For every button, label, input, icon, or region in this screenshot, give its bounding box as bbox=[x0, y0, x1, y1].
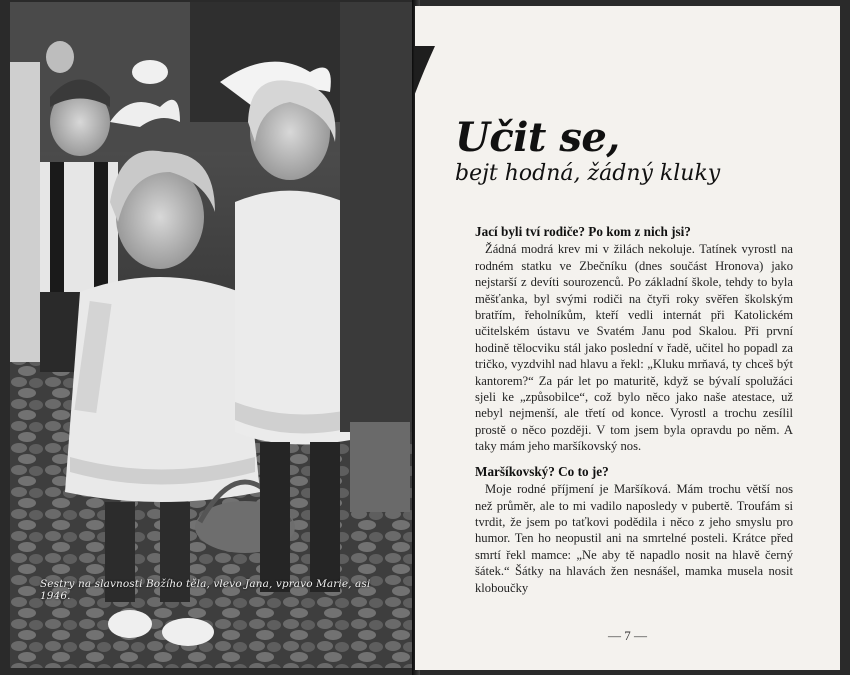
black-and-white-photo bbox=[10, 2, 418, 668]
chapter-title-sub: bejt hodná, žádný kluky bbox=[455, 161, 721, 186]
photo-caption: Sestry na slavnosti Božího těla, vlevo Jana, vpravo Marie, asi 1946. bbox=[40, 578, 371, 602]
chapter-title-main: Učit se, bbox=[455, 114, 620, 161]
body-text bbox=[475, 224, 793, 596]
question-heading: Maršíkovský? Co to je? bbox=[475, 463, 609, 479]
right-page-text bbox=[415, 6, 840, 670]
chapter-title bbox=[455, 116, 815, 188]
left-page-photo bbox=[10, 2, 418, 668]
paragraph: Žádná modrá krev mi v žilách nekoluje. Tatínek vyrostl na rodném statku ve Zbečníku (dnes součást Hronova) jako nejstarší z devíti sourozenců. Po základní škole, tehdy to byla měšťanka, byl svými rodiči na čtyři roky svěřen školským bratřím, řeholníkům, kteří vedli internát při Katolickém učitelském ústavu ve Svatém Janu pod Skalou. Při první hodině tělocviku stál jako poslední v řadě, učitel ho popadl za tričko, vyzdvihl nad hlavu a řekl: „Kluku mrňavá, ty chceš být kantorem?“ Za pár let po maturitě, když se bývalí spolužáci sjeli ke „způsobilce“, což bylo něco jako naše atestace, už nebyl nejmenší, ale třetí od konce. Vyrostl a trochu zesílil prostě o něco později. V tom jsem byla opravdu po něm. A taky mám jeho maršíkovský nos. bbox=[475, 242, 793, 454]
paragraph: Moje rodné příjmení je Maršíková. Mám trochu větší nos než průměr, ale to mi vadilo naposledy v pubertě. Troufám si tvrdit, že jsem po taťkovi podědila i něco z jeho smyslu pro humor. Ten ho neopustil ani na smrtelné posteli. Krátce před smrtí řekl mamce: „Ne aby tě napadlo nosit na hlavě černý šátek.“ Šátky na hlavách žen nesnášel, mamka musela nosit kloboučky bbox=[475, 482, 793, 595]
page-number: — 7 — bbox=[608, 628, 647, 643]
question-heading: Jací byli tví rodiče? Po kom z nich jsi? bbox=[475, 224, 691, 239]
